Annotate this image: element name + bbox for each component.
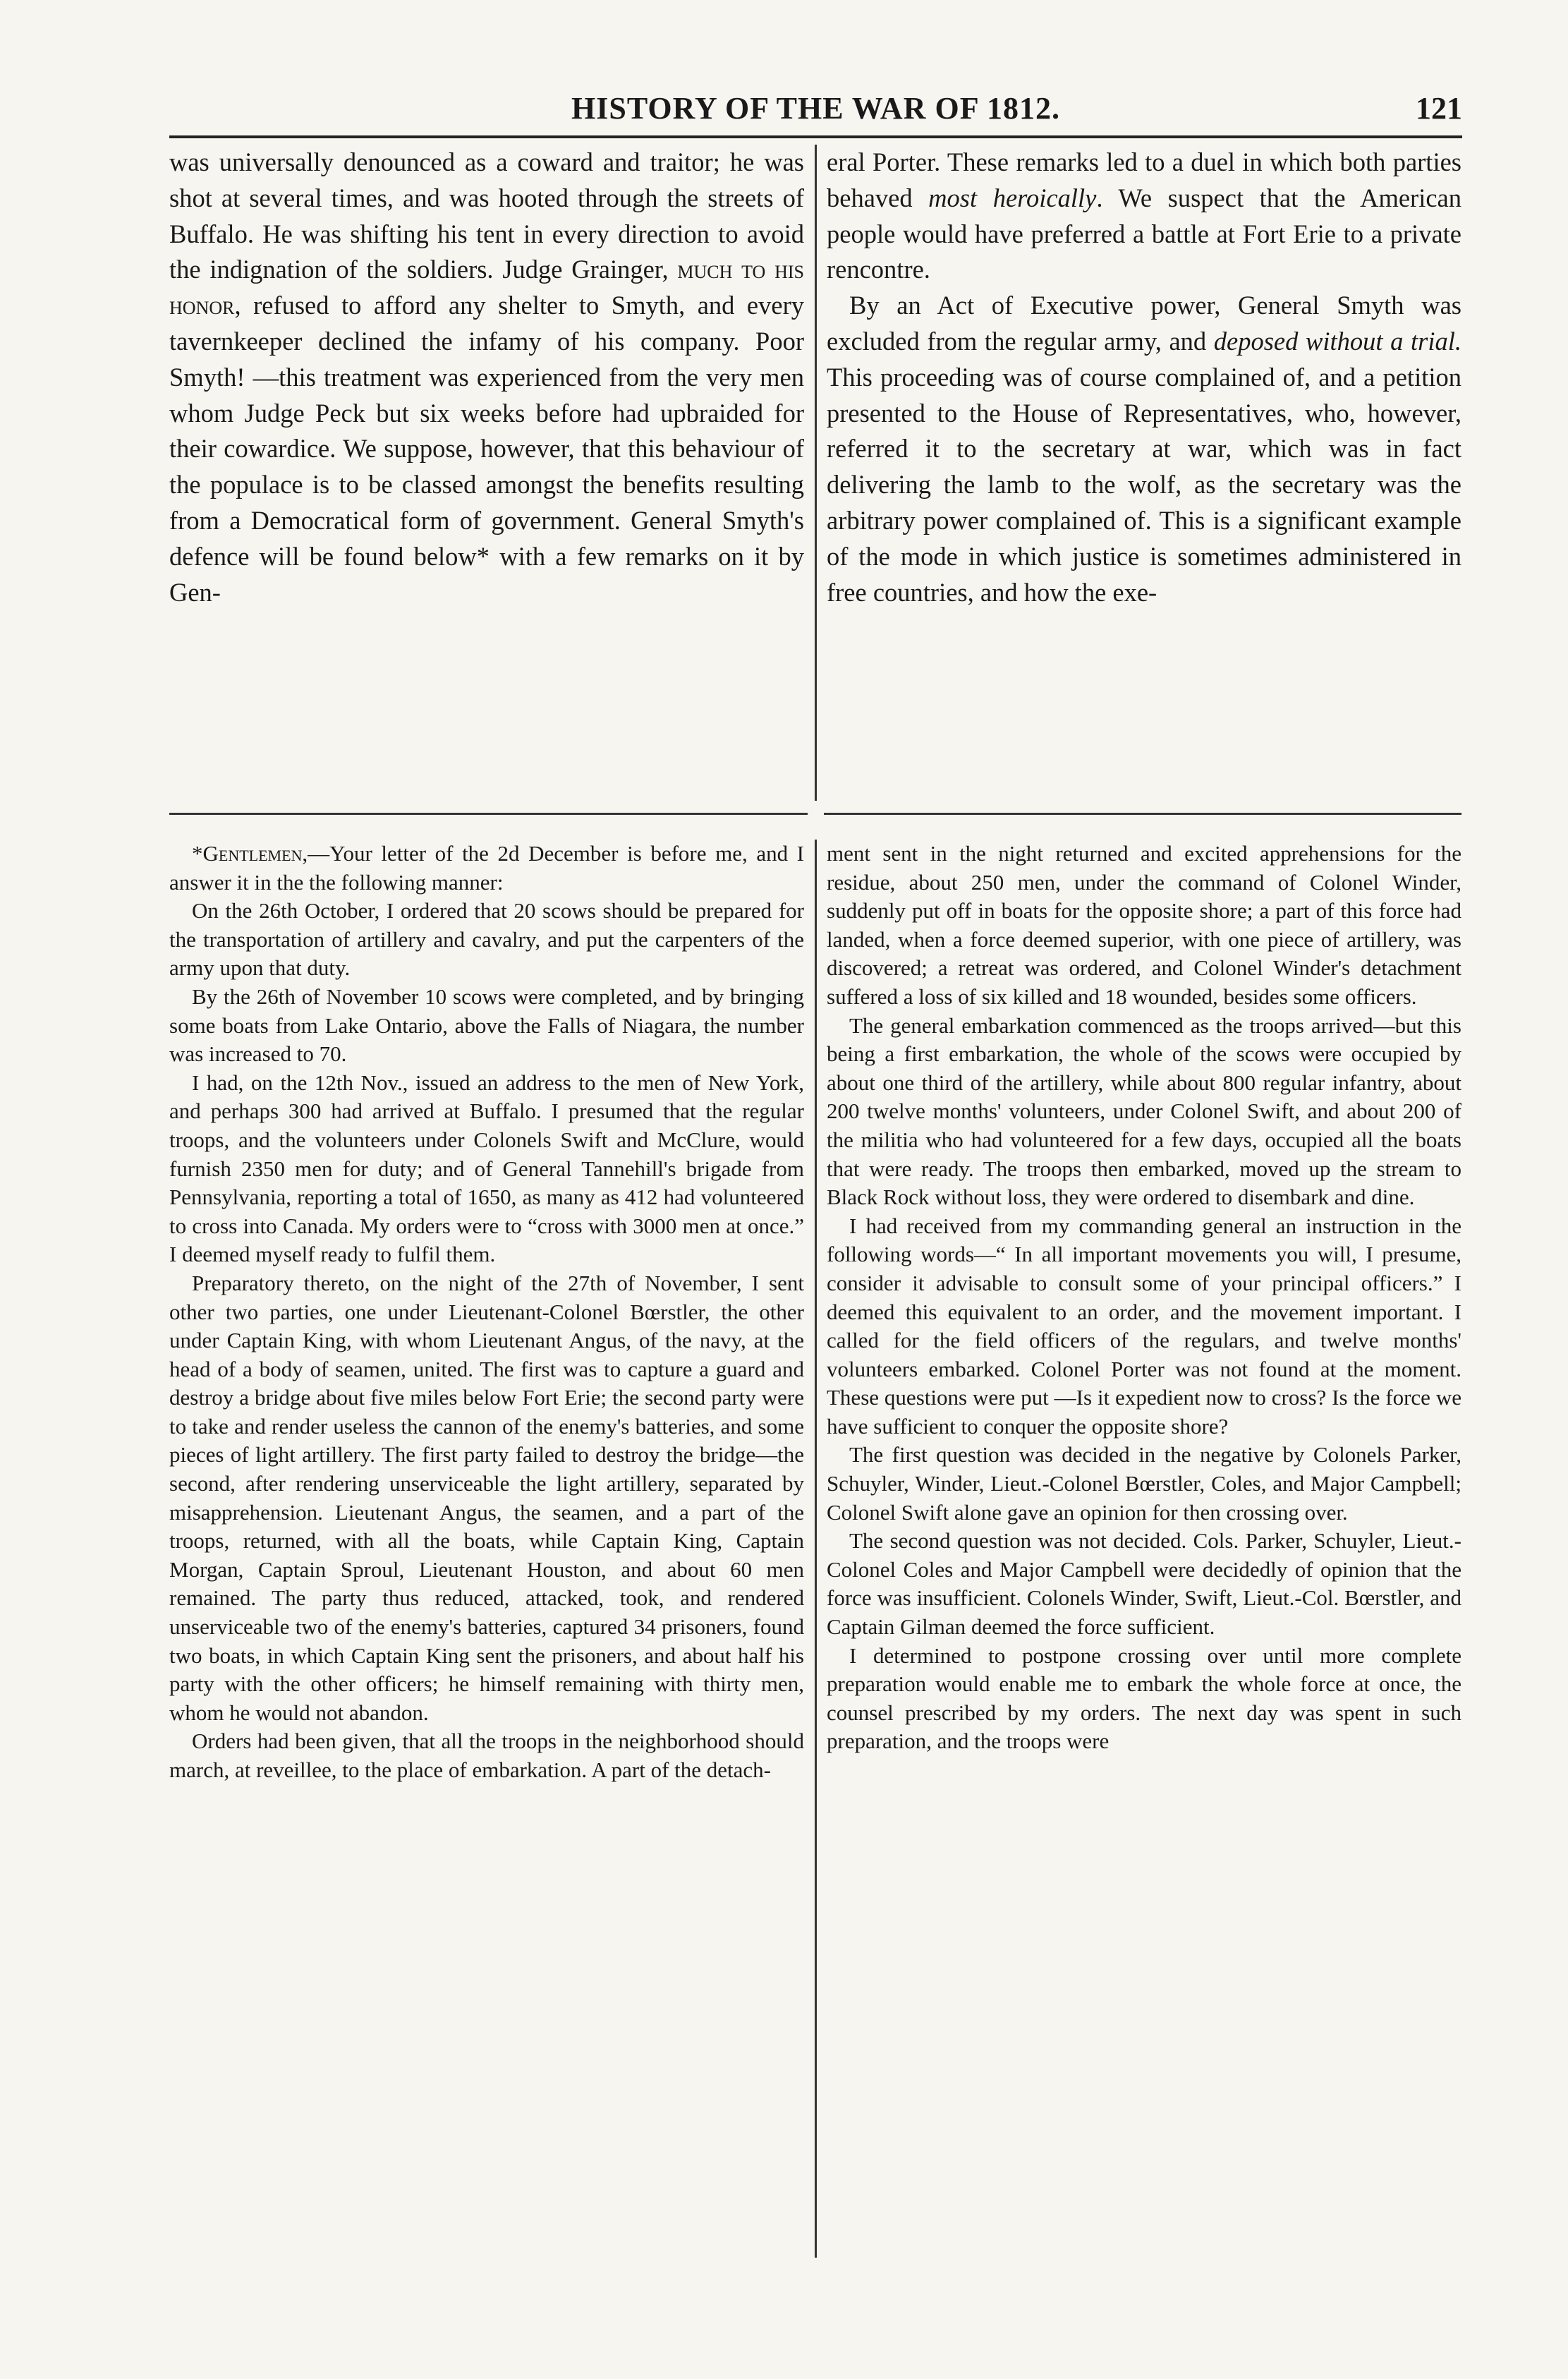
main-right-paragraph-2 xyxy=(827,288,1461,610)
footnote-left-paragraph-4: I had, on the 12th Nov., issued an address to the men of New York, and perhaps 300 had arrived at Buffalo. I presumed that the regular troops, and the volunteers under Colonels Swift and McClure, would furnish 2350 men for duty; and of General Tannehill's brigade from Pennsylvania, reporting a total of 1650, as many as 412 had volunteered to cross into Canada. My orders were to “cross with 3000 men at once.” I deemed myself ready to fulfil them. xyxy=(169,1070,804,1267)
main-right-p1-italic: most heroically xyxy=(928,183,1097,212)
footnote-right-column xyxy=(827,840,1461,2279)
main-right-p1-text-a: eral Porter. These remarks led to a duel in which both parties behaved xyxy=(827,147,1461,212)
footnote-rule-left xyxy=(169,813,808,815)
footnote-left-p1-text: ,—Your letter of the 2d December is before me, and I answer it in the the following manner: xyxy=(169,841,804,895)
main-right-p2-text-b: This proceeding was of course complained of, and a petition presented to the House of Representatives, who, however, referred it to the secretary at war, which was in fact delivering the lamb to the wolf, as the secretary was the arbitrary power complained of. This is a significant example of the mode in which justice is sometimes administered in free countries, and how the exe- xyxy=(827,362,1461,607)
footnote-right-paragraph-1: ment sent in the night returned and excited apprehensions for the residue, about 250 men, under the command of Colonel Winder, suddenly put off in boats for the opposite shore; a part of this force had landed, when a force deemed superior, with one piece of artillery, was discovered; a retreat was ordered, and Colonel Winder's detachment suffered a loss of six killed and 18 wounded, besides some officers. xyxy=(827,841,1461,1009)
footnote-rule-right xyxy=(824,813,1461,815)
main-left-text-a: was universally denounced as a coward and traitor; he was shot at several times, and was hooted through the streets of Buffalo. He was shifting his tent in every direction to avoid the indignation of the soldiers. Judge Grainger, xyxy=(169,147,804,284)
footnote-left-paragraph-3: By the 26th of November 10 scows were completed, and by bringing some boats from Lake Ontario, above the Falls of Niagara, the number was increased to 70. xyxy=(169,983,804,1067)
main-right-p1-text-b: . We suspect that the American people would have preferred a battle at Fort Erie to a private rencontre. xyxy=(827,183,1461,284)
footnote-left-paragraph-5: Preparatory thereto, on the night of the 27th of November, I sent other two parties, one under Lieutenant-Colonel Bœrstler, the other under Captain King, with whom Lieutenant Angus, of the navy, at the head of a body of seamen, united. The first was to capture a guard and destroy a bridge about five miles below Fort Erie; the second party were to take and render useless the cannon of the enemy's batteries, and some pieces of light artillery. The first party failed to destroy the bridge—the second, after rendering unserviceable the light artillery, separated by misapprehension. Lieutenant Angus, the seamen, and a part of the troops, returned, with all the boats, while Captain King, Captain Morgan, Captain Sproul, Lieutenant Houston, and about 60 men remained. The party thus reduced, attacked, took, and rendered unserviceable two of the enemy's batteries, captured 34 prisoners, found two boats, in which Captain King sent the prisoners, and about half his party with the other officers; he himself remaining with thirty men, whom he would not abandon. xyxy=(169,1270,804,1725)
main-text-right-column xyxy=(827,145,1461,808)
main-right-p2-italic: deposed without a trial. xyxy=(1213,326,1461,356)
footnote-salutation: *Gentlemen xyxy=(192,841,303,866)
running-title: HISTORY OF THE WAR OF 1812. xyxy=(571,91,1060,126)
footnote-right-paragraph-2: The general embarkation commenced as the troops arrived—but this being a first embarkation, the whole of the scows were occupied by about one third of the artillery, while about 800 regular infantry, about 200 twelve months' volunteers, under Colonel Swift, and about 200 of the militia who had volunteered for a few days, occupied all the boats that were ready. The troops then embarked, moved up the stream to Black Rock without loss, they were ordered to disembark and dine. xyxy=(827,1012,1461,1210)
main-left-smallcaps: much to his honor xyxy=(169,255,804,320)
column-divider-upper xyxy=(815,145,817,801)
footnote-left-paragraph-6: Orders had been given, that all the troops in the neighborhood should march, at reveillee, to the place of embarkation. A part of the detach- xyxy=(169,1729,804,1782)
main-left-paragraph xyxy=(169,145,804,610)
footnote-right-paragraph-5: The second question was not decided. Cols. Parker, Schuyler, Lieut.-Colonel Coles and Major Campbell were decidedly of opinion that the force was insufficient. Colonels Winder, Swift, Lieut.-Col. Bœrstler, and Captain Gilman deemed the force sufficient. xyxy=(827,1528,1461,1640)
footnote-right-paragraph-6: I determined to postpone crossing over until more complete preparation would enable me to embark the whole force at once, the counsel prescribed by my orders. The next day was spent in such preparation, and the troops were xyxy=(827,1642,1461,1754)
footnote-right-paragraph-3: I had received from my commanding general an instruction in the following words—“ In all important movements you will, I presume, consider it advisable to consult some of your principal officers.” I deemed this equivalent to an order, and the movement important. I called for the field officers of the regulars, and twelve months' volunteers embarked. Colonel Porter was not found at the moment. These questions were put —Is it expedient now to cross? Is the force we have sufficient to conquer the opposite shore? xyxy=(827,1213,1461,1439)
main-right-paragraph-1 xyxy=(827,145,1461,288)
column-divider-lower xyxy=(815,840,817,2258)
footnote-left-paragraph-2: On the 26th October, I ordered that 20 scows should be prepared for the transportation of artillery and cavalry, and put the carpenters of the army upon that duty. xyxy=(169,898,804,981)
main-right-p2-text-a: By an Act of Executive power, General Smyth was excluded from the regular army, and xyxy=(827,291,1461,356)
main-left-text-b: , refused to afford any shelter to Smyth, and every tavernkeeper declined the infamy of his company. Poor Smyth! —this treatment was experienced from the very men whom Judge Peck but six weeks before had upbraided for their cowardice. We suppose, however, that this behaviour of the populace is to be classed amongst the benefits resulting from a Democratical form of government. General Smyth's defence will be found below* with a few remarks on it by Gen- xyxy=(169,291,804,607)
page-header xyxy=(169,90,1462,140)
header-rule xyxy=(169,135,1462,138)
footnote-right-paragraph-4: The first question was decided in the negative by Colonels Parker, Schuyler, Winder, Lieut.-Colonel Bœrstler, Coles, and Major Campbell; Colonel Swift alone gave an opinion for then crossing over. xyxy=(827,1442,1461,1525)
footnote-left-paragraph-1 xyxy=(169,840,804,897)
footnote-left-column xyxy=(169,840,804,2279)
main-text-left-column xyxy=(169,145,804,808)
page-number: 121 xyxy=(1416,91,1462,126)
